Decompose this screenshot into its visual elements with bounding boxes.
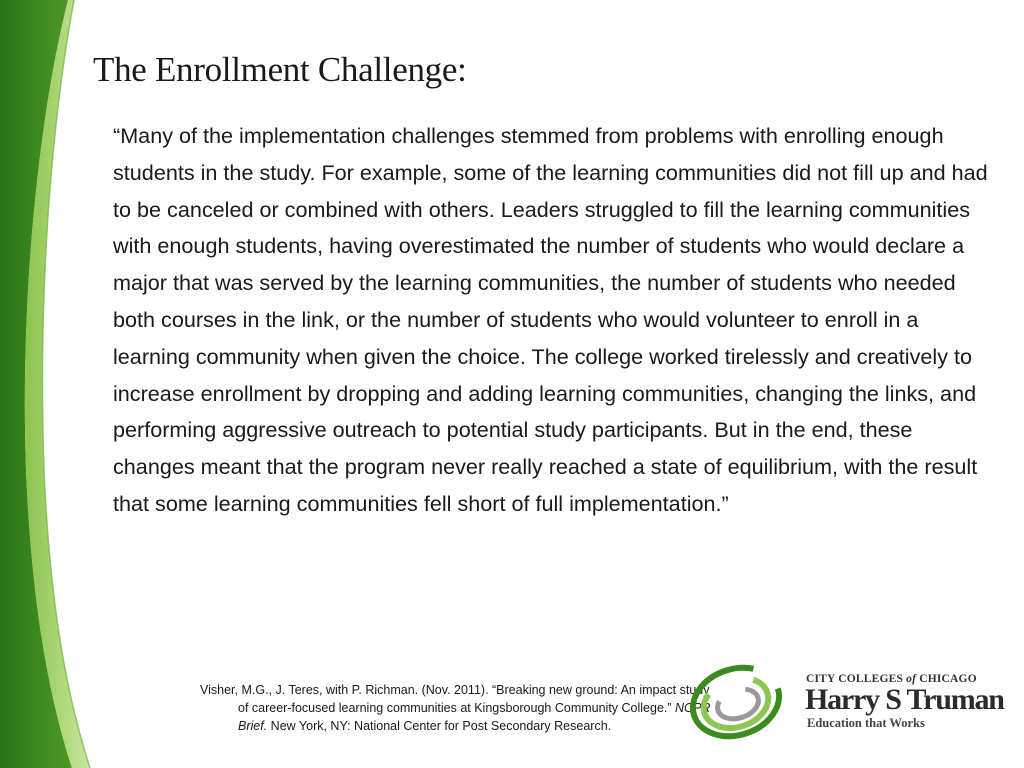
logo-top-prefix: CITY COLLEGES — [806, 673, 904, 685]
citation — [200, 681, 723, 735]
citation-authors-title: Visher, M.G., J. Teres, with P. Richman. (Nov. 2011). “Breaking new ground: An impact study of career-focused learning communities at Kingsborough Community College.” — [200, 683, 710, 715]
logo-top-suffix: CHICAGO — [919, 673, 977, 685]
logo-college-name: Harry S Truman — [805, 683, 1004, 716]
citation-journal: NCPR Brief. — [238, 701, 711, 733]
logo-tagline: Education that Works — [807, 716, 925, 730]
slide-title: The Enrollment Challenge: — [93, 50, 467, 89]
ccc-swirl-icon — [686, 662, 786, 742]
quote-text: “Many of the implementation challenges stemmed from problems with enrolling enough students in the study. For example, some of the learning communities did not fill up and had to be canceled or combined with others. Leaders struggled to fill the learning communities with enough students, having overestimated the number of students who would declare a major that was served by the learning communities, the number of students who needed both courses in the link, or the number of students who would volunteer to enroll in a learning community when given the choice. The college worked tirelessly and creatively to increase enrollment by dropping and adding learning communities, changing the links, and performing aggressive outreach to potential study participants. But in the end, these changes meant that the program never really reached a state of equilibrium, with the result that some learning communities fell short of full implementation.” — [113, 123, 988, 516]
citation-publisher: New York, NY: National Center for Post Secondary Research. — [270, 719, 612, 733]
logo-top-of: of — [906, 673, 917, 685]
